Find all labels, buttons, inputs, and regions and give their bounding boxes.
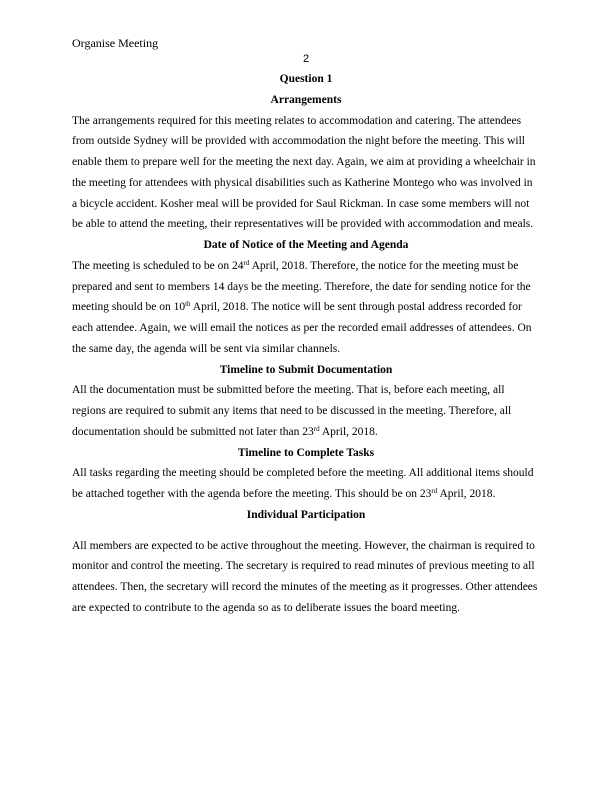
ordinal-suffix: rd [431, 487, 438, 495]
paragraph-notice-part-3: April, 2018. The notice will be sent through postal address recorded for each attendee. Again, we will email the notices as per the recorded email addresses of attendees. On the same day, the agenda will be sent via similar channels. [72, 301, 532, 355]
paragraph-documentation-part-1: All the documentation must be submitted before the meeting. That is, before each meeting, all regions are required to submit any items that need to be discussed in the meeting. Therefore, all documentation should be submitted not later than 23 [72, 384, 512, 438]
paragraph-tasks-part-2: April, 2018. [437, 488, 496, 500]
ordinal-suffix: rd [313, 424, 320, 433]
paragraph-notice [72, 256, 540, 360]
paragraph-spacer [72, 526, 540, 536]
paragraph-notice-part-2: April, 2018. Therefore, the notice for the meeting must be prepared and sent to members 14 days be the meeting. Therefore, the date for sending notice for the meeting should be on 10 [72, 259, 531, 314]
document-body [72, 69, 540, 619]
ordinal-suffix: th [185, 300, 191, 309]
section-heading-arrangements: Arrangements [270, 93, 342, 106]
page-number: 2 [302, 53, 310, 65]
section-heading-notice: Date of Notice of the Meeting and Agenda [203, 239, 409, 251]
paragraph-tasks [72, 463, 540, 505]
paragraph-arrangements: The arrangements required for this meeting relates to accommodation and catering. The attendees from outside Sydney will be provided with accommodation the night before the meeting. This will enable them to prepare well for the meeting the next day. Again, we aim at providing a wheelchair in the meeting for attendees with physical disabilities such as Katherine Montego who was involved in a bicycle accident. Kosher meal will be provided for Saul Rickman. In case some members will not be able to attend the meeting, their representatives will be provided with accommodation and meals. [72, 114, 536, 231]
paragraph-tasks-part-1: All tasks regarding the meeting should be completed before the meeting. All additional items should be attached together with the agenda before the meeting. This should be on 23 [72, 467, 534, 500]
question-title: Question 1 [279, 73, 333, 85]
paragraph-documentation [72, 380, 540, 442]
section-heading-tasks: Timeline to Complete Tasks [237, 446, 375, 459]
paragraph-documentation-part-2: April, 2018. [319, 425, 378, 438]
ordinal-suffix: rd [243, 258, 250, 267]
running-head: Organise Meeting [72, 36, 159, 50]
section-heading-participation: Individual Participation [246, 508, 366, 521]
paragraph-participation: All members are expected to be active throughout the meeting. However, the chairman is required to monitor and control the meeting. The secretary is required to read minutes of previous meeting to all attendees. Then, the secretary will record the minutes of the meeting as it progresses. Other attendees are expected to contribute to the agenda so as to deliberate issues the board meeting. [72, 539, 538, 614]
section-heading-documentation: Timeline to Submit Documentation [219, 363, 393, 376]
paragraph-notice-part-1: The meeting is scheduled to be on 24 [72, 259, 244, 272]
